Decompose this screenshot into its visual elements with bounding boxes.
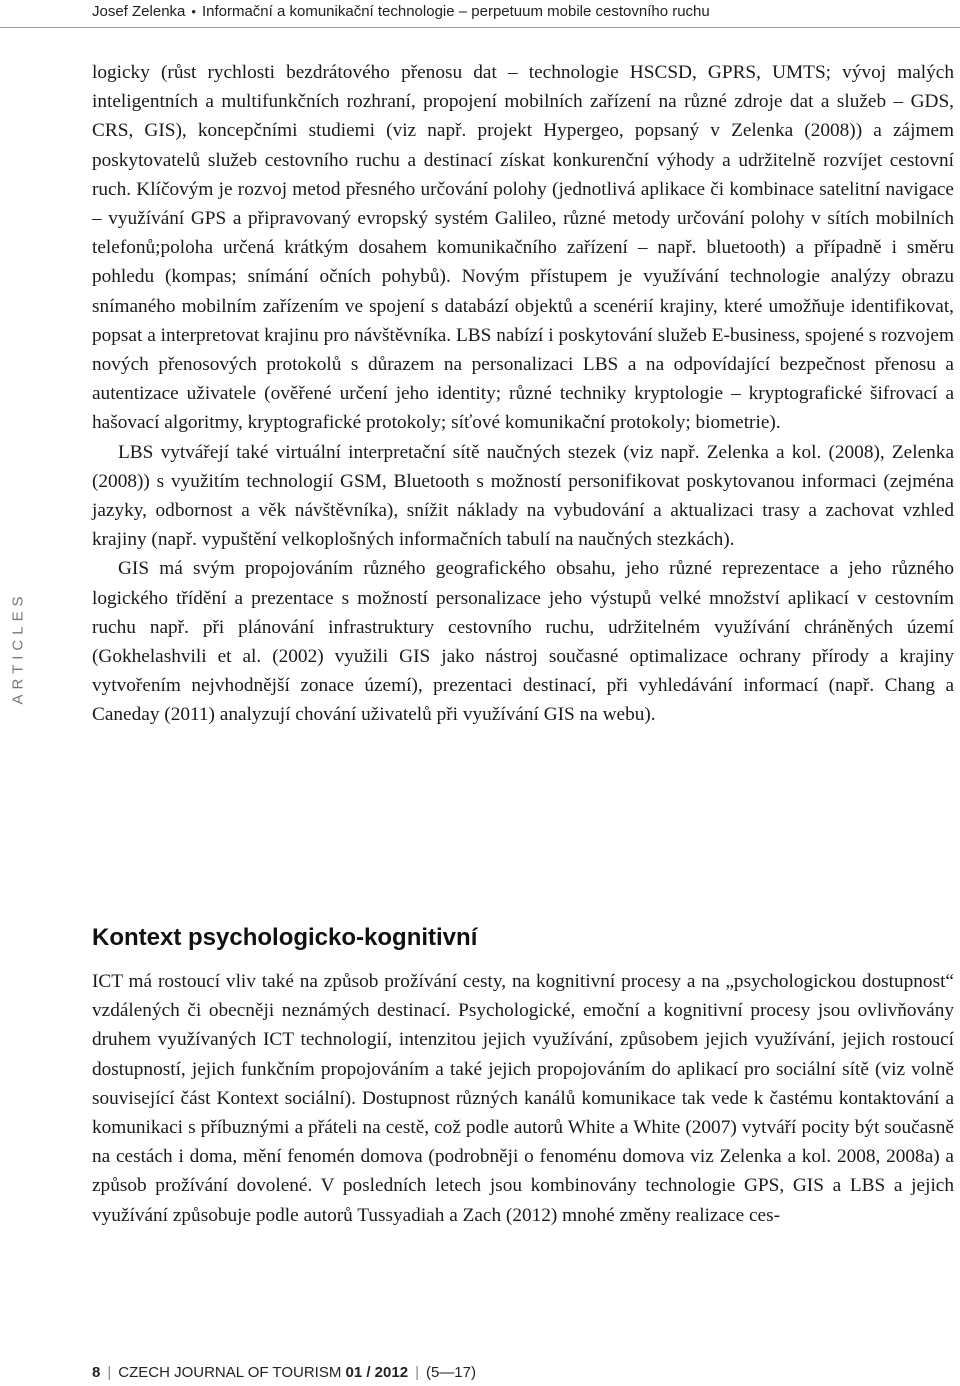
section-body — [92, 967, 954, 1230]
footer-issue: 01 / 2012 — [345, 1364, 409, 1381]
header-article-title: Informační a komunikační technologie – perpetuum mobile cestovního ruchu — [201, 3, 710, 20]
page-footer — [92, 1362, 476, 1384]
header-bullet: • — [191, 4, 196, 19]
header-divider — [0, 27, 960, 28]
footer-separator-2: | — [415, 1364, 419, 1381]
body-paragraph-2: LBS vytvářejí také virtuální interpretační sítě naučných stezek (viz např. Zelenka a kol. (2008), Zelenka (2008)) s využitím technologií GSM, Bluetooth s možností personifikovat poskytovanou informaci (zejména jazyky, odbornost a věk návštěvníka), snížit náklady na vybudování a aktualizaci trasy a zachovat vzhled krajiny (např. vypuštění velkoplošných informačních tabulí na naučných stezkách). — [92, 441, 954, 551]
section-paragraph-1: ICT má rostoucí vliv také na způsob prožívání cesty, na kognitivní procesy a na „psychologickou dostupnost“ vzdálených či obecněji neznámých destinací. Psychologické, emoční a kognitivní procesy jsou ovlivňovány druhem využívaných ICT technologií, intenzitou jejich využívání, způsobem jejich využívání, jejich rostoucí dostupností, jejich funkčním propojováním a také jejich propojováním do aplikací pro sociální sítě (viz volně související část Kontext sociální). Dostupnost různých kanálů komunikace tak vede k častému kontaktování a komunikaci s příbuznými a přáteli na cestě, což podle autorů White a White (2007) vytváří pocity být současně na cestách i doma, mění fenomén domova (podrobněji o fenoménu domova viz Zelenka a kol. 2008, 2008a) a způsob prožívání dovolené. V posledních letech jsou kombinovány technologie GPS, GIS a LBS a jejich využívání způsobuje podle autorů Tussyadiah a Zach (2012) mnohé změny realizace ces- — [92, 971, 954, 1226]
footer-page-number: 8 — [92, 1364, 101, 1381]
article-body — [92, 58, 954, 730]
body-paragraph-3: GIS má svým propojováním různého geografického obsahu, jeho různé reprezentace a jeho různého logického třídění a prezentace s možností personalizace jeho výstupů velké množství aplikací v cestovním ruchu např. při plánování infrastruktury cestovního ruchu, udržitelném využívání chráněných území (Gokhelashvili et al. (2002) využili GIS jako nástroj současné optimalizace ochrany přírody a krajiny vytvořením nejvhodnější zonace území), prezentaci destinací, při vyhledávání informací (např. Chang a Caneday (2011) analyzují chování uživatelů při využívání GIS na webu). — [92, 558, 954, 726]
section-heading: Kontext psychologicko-kognitivní — [92, 924, 478, 951]
footer-page-range: (5—17) — [425, 1364, 476, 1381]
header-author: Josef Zelenka — [92, 3, 186, 20]
running-header — [92, 1, 940, 27]
side-section-label: ARTICLES — [9, 591, 27, 705]
footer-journal-name: CZECH JOURNAL OF TOURISM — [118, 1364, 342, 1381]
body-paragraph-1: logicky (růst rychlosti bezdrátového přenosu dat – technologie HSCSD, GPRS, UMTS; vývoj malých inteligentních a multifunkčních rozhraní, propojení mobilních zařízení na různé zdroje dat a služeb – GDS, CRS, GIS), koncepčními studiemi (viz např. projekt Hypergeo, popsaný v Zelenka (2008)) a zájmem poskytovatelů služeb cestovního ruchu a destinací získat konkurenční výhody a udržitelně rozvíjet cestovní ruch. Klíčovým je rozvoj metod přesného určování polohy (jednotlivá aplikace či kombinace satelitní navigace – využívání GPS a připravovaný evropský systém Galileo, různé metody určování polohy v sítích mobilních telefonů;poloha určená krátkým dosahem komunikačního zařízení – např. bluetooth) a případně i směru pohledu (kompas; snímání očních pohybů). Novým přístupem je využívání technologie analýzy obrazu snímaného mobilním zařízením ve spojení s databází objektů a scenérií krajiny, které umožňuje identifikovat, popsat a interpretovat krajinu pro návštěvníka. LBS nabízí i poskytování služeb E-business, spojené s rozvojem nových přenosových protokolů s důrazem na personalizaci LBS a na odpovídající bezpečnost přenosu a autentizace uživatele (ověřené určení jeho identity; různé techniky kryptologie – kryptografické šifrovací a hašovací algoritmy, kryptografické protokoly; síťové komunikační protokoly; biometrie). — [92, 62, 954, 434]
footer-separator-1: | — [107, 1364, 112, 1381]
